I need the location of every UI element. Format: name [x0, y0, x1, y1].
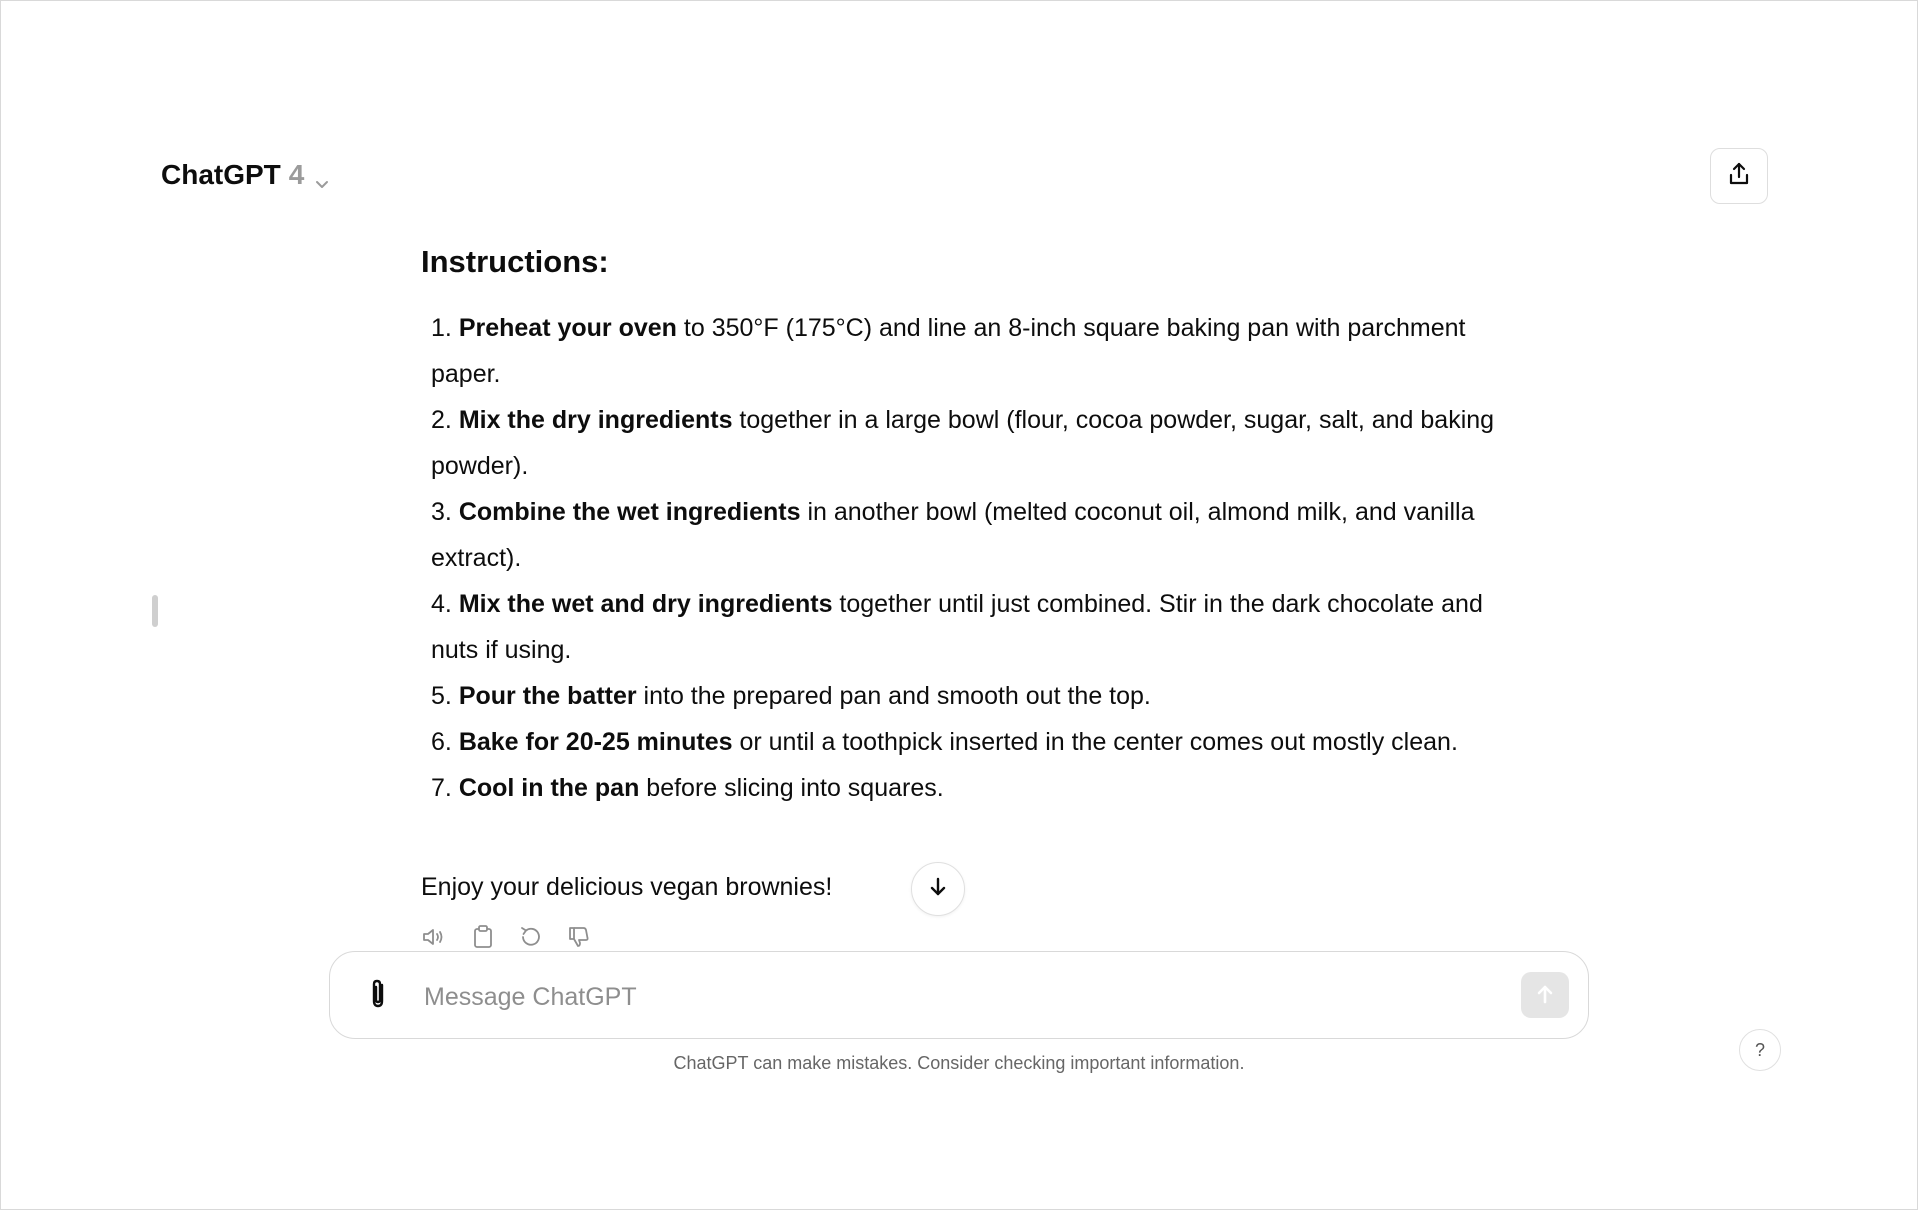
arrow-up-icon — [1533, 982, 1557, 1009]
paperclip-icon — [364, 977, 392, 1016]
disclaimer-text: ChatGPT can make mistakes. Consider checking important information. — [673, 1053, 1245, 1073]
step-text: before slicing into squares. — [639, 774, 944, 802]
instruction-step — [431, 305, 1531, 397]
arrow-down-icon — [926, 875, 950, 904]
assistant-message — [421, 237, 1531, 907]
step-number: 2. — [431, 406, 452, 434]
step-bold-text: Mix the wet and dry ingredients — [458, 590, 833, 618]
step-bold-text: Combine the wet ingredients — [458, 498, 801, 526]
instruction-step — [431, 581, 1531, 673]
step-bold-text: Pour the batter — [458, 682, 637, 710]
model-name: ChatGPT — [161, 159, 281, 190]
model-switcher[interactable] — [161, 159, 330, 191]
instruction-step — [431, 765, 1531, 811]
attach-button[interactable] — [360, 978, 396, 1014]
help-button[interactable]: ? — [1739, 1029, 1781, 1071]
sidebar-toggle-handle[interactable] — [152, 595, 158, 627]
message-input[interactable] — [422, 974, 1486, 1020]
scroll-to-bottom-button[interactable] — [911, 862, 965, 916]
step-text: to 350°F (175°C) and line an 8-inch square baking pan with parchment paper. — [431, 314, 1466, 388]
thumbs-down-icon[interactable] — [565, 923, 593, 951]
message-actions — [421, 923, 593, 951]
message-composer — [329, 951, 1589, 1039]
step-text: together in a large bowl (flour, cocoa powder, sugar, salt, and baking powder). — [431, 406, 1495, 480]
speaker-icon[interactable] — [421, 923, 449, 951]
step-text: together until just combined. Stir in the dark chocolate and nuts if using. — [431, 590, 1483, 664]
instruction-step — [431, 673, 1531, 719]
step-bold-text: Preheat your oven — [458, 314, 677, 342]
instruction-step — [431, 397, 1531, 489]
copy-icon[interactable] — [469, 923, 497, 951]
closing-text: Enjoy your delicious vegan brownies! — [421, 873, 833, 901]
chevron-down-icon — [314, 167, 330, 183]
instructions-heading: Instructions: — [421, 244, 609, 279]
instruction-step — [431, 489, 1531, 581]
step-number: 7. — [431, 774, 452, 802]
instructions-list — [421, 305, 1531, 811]
regenerate-icon[interactable] — [517, 923, 545, 951]
model-version: 4 — [288, 159, 305, 190]
share-button[interactable] — [1710, 148, 1768, 204]
step-number: 6. — [431, 728, 452, 756]
step-text: in another bowl (melted coconut oil, almond milk, and vanilla extract). — [431, 498, 1475, 572]
step-text: or until a toothpick inserted in the center comes out mostly clean. — [732, 728, 1458, 756]
share-icon — [1726, 161, 1752, 192]
send-button[interactable] — [1521, 972, 1569, 1018]
step-bold-text: Bake for 20-25 minutes — [458, 728, 733, 756]
instruction-step — [431, 719, 1531, 765]
step-number: 1. — [431, 314, 452, 342]
step-number: 3. — [431, 498, 452, 526]
step-bold-text: Cool in the pan — [458, 774, 640, 802]
step-number: 5. — [431, 682, 452, 710]
step-bold-text: Mix the dry ingredients — [458, 406, 733, 434]
step-text: into the prepared pan and smooth out the top. — [636, 682, 1151, 710]
step-number: 4. — [431, 590, 452, 618]
